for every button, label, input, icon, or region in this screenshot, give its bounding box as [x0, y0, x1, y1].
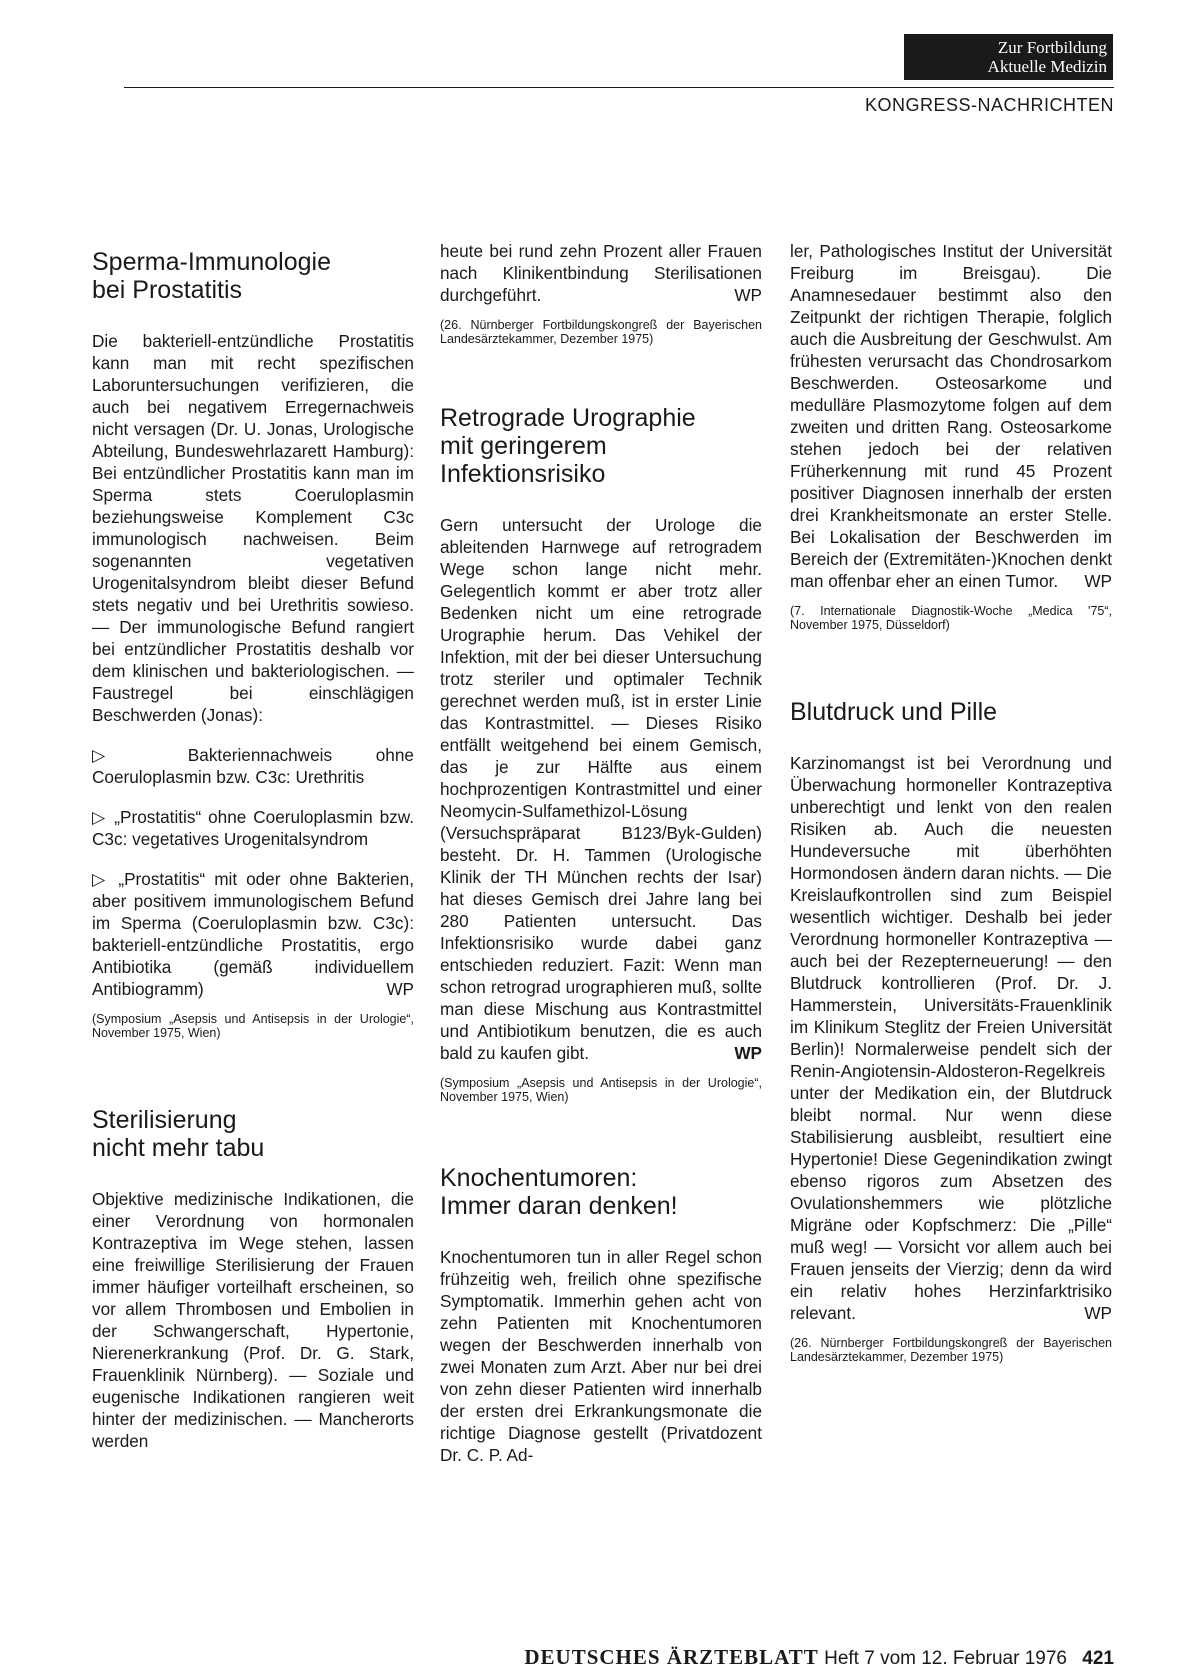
source-note: (7. Internationale Diagnostik-Woche „Medica '75“, November 1975, Düsseldorf)	[790, 604, 1112, 632]
section-label: KONGRESS-NACHRICHTEN	[864, 95, 1114, 115]
article-paragraph: Karzinomangst ist bei Verordnung und Überwachung hormoneller Kontrazeptiva unberechtigt und lenkt von den realen Risiken ab. Auch die neuesten Hundeversuche mit überhöhten Hormondosen ändern daran nichts. — Die Kreislaufkontrollen sind zum Beispiel wesentlich wichtiger. Deshalb bei jeder Verordnung hormoneller Kontrazeptiva — auch bei der Rezepterneuerung! — den Blutdruck kontrollieren (Prof. Dr. J. Hammerstein, Universitäts-Frauenklinik im Klinikum Steglitz der Freien Universität Berlin)! Normalerweise pendelt sich der Renin-Angiotensin-Aldosteron-Regelkreis unter der Medikation ein, der Blutdruck bleibt normal. Nur wenn diese Stabilisierung ausbleibt, resultiert eine Hypertonie! Diese Gegenindikation zwingt ebenso rigoros zum Absetzen des Ovulationshemmers wie plötzliche Migräne oder Kopfschmerz: Die „Pille“ muß weg! — Vorsicht vor allem auch bei Frauen jenseits der Vierzig; denn da wird ein relativ hohes Herzinfarktrisiko relevant. WP	[790, 753, 1112, 1323]
article-paragraph: Objektive medizinische Indikationen, die einer Verordnung von hormonalen Kontrazeptiva im Wege stehen, lassen eine freiwillige Sterilisierung der Frauen immer häufiger vorteilhaft erscheinen, so vor allem Thrombosen und Embolien in der Schwangerschaft, Hypertonie, Nierenerkrankung (Prof. Dr. G. Stark, Frauenklinik Nürnberg). — Soziale und eugenische Indikationen rangieren weit hinter der medizinischen. — Mancherorts werden	[92, 1189, 414, 1451]
article-sterilisierung	[92, 1106, 414, 1452]
author-signature: WP	[1084, 571, 1112, 591]
source-note: (26. Nürnberger Fortbildungskongreß der Bayerischen Landesärztekammer, Dezember 1975)	[790, 1336, 1112, 1364]
page-number: 421	[1082, 1648, 1114, 1669]
header-rule	[124, 87, 1114, 88]
article-title: Sterilisierung nicht mehr tabu	[92, 1106, 265, 1162]
column-3	[790, 240, 1112, 1364]
article-title: Knochentumoren: Immer daran denken!	[440, 1164, 678, 1220]
author-signature: WP	[734, 1043, 762, 1063]
article-retrograde-urographie	[440, 404, 762, 1104]
article-paragraph: Knochentumoren tun in aller Regel schon frühzeitig weh, freilich ohne spezifische Symptomatik. Immerhin gehen acht von zehn Patienten mit Knochentumoren wegen der Beschwerden innerhalb von zwei Monaten zum Arzt. Aber nur bei drei von zehn dieser Patienten wird innerhalb der ersten drei Erkrankungsmonate die richtige Diagnose gestellt (Privatdozent Dr. C. P. Ad-	[440, 1247, 762, 1465]
column-1	[92, 248, 414, 1452]
article-paragraph-continued: heute bei rund zehn Prozent aller Frauen nach Klinikentbindung Sterilisationen durchgeführt. WP	[440, 241, 762, 305]
column-2	[440, 240, 762, 1466]
bullet-item: ▷ „Prostatitis“ ohne Coeruloplasmin bzw. C3c: vegetatives Urogenitalsyndrom	[92, 807, 414, 849]
article-title: Retrograde Urographie mit geringerem Infektionsrisiko	[440, 404, 696, 488]
article-knochentumoren	[440, 1164, 762, 1466]
source-note: (26. Nürnberger Fortbildungskongreß der Bayerischen Landesärztekammer, Dezember 1975)	[440, 318, 762, 346]
article-paragraph: Gern untersucht der Urologe die ableitenden Harnwege auf retrogradem Wege schon lange nicht mehr. Gelegentlich kommt er aber trotz aller Bedenken nicht um eine retrograde Urographie herum. Das Vehikel der Infektion, mit der bei dieser Untersuchung trotz steriler und optimaler Technik gerechnet werden muß, ist in erster Linie das Kontrastmittel. — Dieses Risiko entfällt weitgehend bei einem Gemisch, das je zur Hälfte aus einem hochprozentigen Kontrastmittel und einer Neomycin-Sulfamethizol-Lösung (Versuchspräparat B123/Byk-Gulden) besteht. Dr. H. Tammen (Urologische Klinik der TH München rechts der Isar) hat dieses Gemisch drei Jahre lang bei 280 Patienten untersucht. Das Infektionsrisiko wurde dabei ganz entschieden reduziert. Fazit: Wenn man schon retrograd urographieren muß, sollte man diese Mischung aus Kontrastmittel und Antibiotikum benutzen, die es auch bald zu kaufen gibt. WP	[440, 515, 762, 1063]
article-paragraph-continued: ler, Pathologisches Institut der Universität Freiburg im Breisgau). Die Anamnesedauer bestimmt also den Zeitpunkt der richtigen Therapie, folglich auch die Ausbreitung der Geschwulst. Am frühesten verursacht das Chondrosarkom Beschwerden. Osteosarkome und medulläre Plasmozytome folgen auf dem zweiten und dritten Rang. Osteosarkome stehen jedoch bei der relativen Früherkennung mit rund 45 Prozent positiver Diagnosen innerhalb der ersten drei Krankheitsmonate an erster Stelle. Bei Lokalisation der Beschwerden im Bereich der (Extremitäten-)Knochen denkt man offenbar eher an einen Tumor. WP	[790, 241, 1112, 591]
source-note: (Symposium „Asepsis und Antisepsis in der Urologie“, November 1975, Wien)	[440, 1076, 762, 1104]
article-title: Blutdruck und Pille	[790, 698, 998, 726]
author-signature: WP	[1084, 1303, 1112, 1323]
bullet-item: ▷ Bakteriennachweis ohne Coeruloplasmin bzw. C3c: Urethritis	[92, 745, 414, 787]
source-note: (Symposium „Asepsis und Antisepsis in der Urologie“, November 1975, Wien)	[92, 1012, 414, 1040]
magazine-name: DEUTSCHES ÄRZTEBLATT	[524, 1645, 819, 1669]
article-paragraph: Die bakteriell-entzündliche Prostatitis kann man mit recht spezifischen Laboruntersuchungen verifizieren, die auch bei negativem Erregernachweis nicht versagen (Dr. U. Jonas, Urologische Abteilung, Bundeswehrlazarett Hamburg): Bei entzündlicher Prostatitis kann man im Sperma stets Coeruloplasmin beziehungsweise Komplement C3c immunologisch nachweisen. Beim sogenannten vegetativen Urogenitalsyndrom bleibt dieser Befund stets negativ und bei Urethritis sowieso. — Der immunologische Befund rangiert bei entzündlicher Prostatitis deshalb vor dem klinischen und bakteriologischen. — Faustregel bei einschlägigen Beschwerden (Jonas):	[92, 331, 414, 725]
header-category-line2: Aktuelle Medizin	[987, 57, 1107, 76]
page-footer	[524, 1645, 1114, 1670]
header-category-box	[904, 34, 1113, 80]
article-title: Sperma-Immunologie bei Prostatitis	[92, 248, 331, 304]
author-signature: WP	[386, 979, 414, 999]
header-category-line1: Zur Fortbildung	[997, 38, 1107, 57]
author-signature: WP	[734, 285, 762, 305]
article-sperma-immunologie	[92, 248, 414, 1040]
bullet-item: ▷ „Prostatitis“ mit oder ohne Bakterien, aber positivem immunologischem Befund im Sperma (Coeruloplasmin bzw. C3c): bakteriell-entzündliche Prostatitis, ergo Antibiotika (gemäß individuellem Antibiogramm) WP	[92, 869, 414, 999]
issue-info: Heft 7 vom 12. Februar 1976	[824, 1648, 1068, 1669]
article-blutdruck-und-pille	[790, 698, 1112, 1364]
